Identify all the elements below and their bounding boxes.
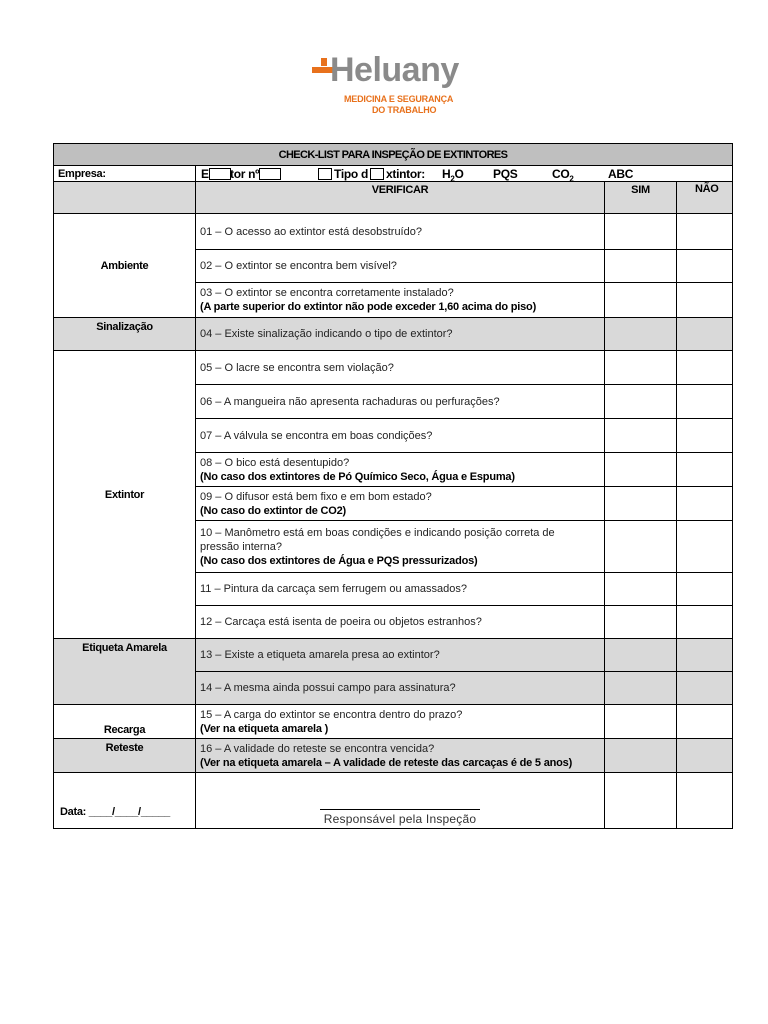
sim-cell-15[interactable] [605,705,677,739]
category-recarga: Recarga [54,705,196,739]
category-ambiente: Ambiente [54,214,196,318]
question-01: 01 – O acesso ao extintor está desobstruído? [196,214,605,250]
sim-cell-02[interactable] [605,250,677,283]
question-14: 14 – A mesma ainda possui campo para assinatura? [196,672,605,705]
nao-cell-16[interactable] [677,739,733,773]
category-extintor: Extintor [54,351,196,639]
tipo-checkbox-2[interactable] [370,168,384,180]
question-10 [196,521,605,573]
nao-header: NÃO [677,182,733,214]
category-sinalizacao: Sinalização [54,318,196,351]
checklist-title: CHECK-LIST PARA INSPEÇÃO DE EXTINTORES [54,144,733,166]
sim-cell-12[interactable] [605,606,677,639]
question-13: 13 – Existe a etiqueta amarela presa ao extintor? [196,639,605,672]
question-16-note: (Ver na etiqueta amarela – A validade de reteste das carcaças é de 5 anos) [200,756,573,769]
sim-cell-01[interactable] [605,214,677,250]
sim-cell-footer [605,773,677,829]
sim-cell-07[interactable] [605,419,677,453]
nao-cell-02[interactable] [677,250,733,283]
question-03-text: 03 – O extintor se encontra corretamente instalado? [200,287,454,299]
tipo-label-a: Tipo d [334,167,368,181]
nao-cell-05[interactable] [677,351,733,385]
extinguisher-info-row [196,166,733,182]
option-co2[interactable]: $CO_2$ [552,167,574,184]
question-15 [196,705,605,739]
logo-tagline-1: MEDICINA E SEGURANÇA [344,94,454,104]
sim-cell-13[interactable] [605,639,677,672]
header-blank-cell [54,182,196,214]
signature-cell [196,773,605,829]
nao-cell-10[interactable] [677,521,733,573]
nao-cell-09[interactable] [677,487,733,521]
company-logo [312,48,462,124]
extintor-number-box-1[interactable] [209,168,231,180]
question-08-text: 08 – O bico está desentupido? [200,456,350,469]
question-16 [196,739,605,773]
nao-cell-11[interactable] [677,573,733,606]
option-h2o[interactable]: $H_2O$ [442,167,464,184]
nao-cell-08[interactable] [677,453,733,487]
sim-cell-09[interactable] [605,487,677,521]
tipo-checkbox-1[interactable] [318,168,332,180]
empresa-label: Empresa: [54,166,196,182]
question-11: 11 – Pintura da carcaça sem ferrugem ou amassados? [196,573,605,606]
sim-cell-11[interactable] [605,573,677,606]
nao-cell-03[interactable] [677,283,733,318]
question-08 [196,453,605,487]
inspection-date[interactable]: Data: ____/____/_____ [54,773,196,829]
sim-cell-03[interactable] [605,283,677,318]
signature-line[interactable] [320,809,480,810]
logo-tagline-2: DO TRABALHO [372,105,437,115]
sim-cell-16[interactable] [605,739,677,773]
extintor-number-label-a: E [201,167,209,181]
question-10-text: 10 – Manômetro está em boas condições e indicando posição correta de pressão interna? [200,526,555,553]
logo-wordmark: Heluany [330,51,459,89]
sim-cell-06[interactable] [605,385,677,419]
extintor-number-label-b: tor nº [230,167,260,181]
sim-cell-10[interactable] [605,521,677,573]
nao-cell-15[interactable] [677,705,733,739]
question-15-note: (Ver na etiqueta amarela ) [200,722,329,735]
question-10-note: (No caso dos extintores de Água e PQS pressurizados) [200,554,478,567]
question-09 [196,487,605,521]
question-12: 12 – Carcaça está isenta de poeira ou objetos estranhos? [196,606,605,639]
nao-cell-07[interactable] [677,419,733,453]
question-08-note: (No caso dos extintores de Pó Químico Seco, Água e Espuma) [200,470,515,483]
question-03-note: (A parte superior do extintor não pode exceder 1,60 acima do piso) [200,301,537,313]
question-02: 02 – O extintor se encontra bem visível? [196,250,605,283]
nao-cell-04[interactable] [677,318,733,351]
question-07: 07 – A válvula se encontra em boas condições? [196,419,605,453]
option-pqs[interactable]: PQS [493,167,518,181]
responsavel-label: Responsável pela Inspeção [323,812,477,826]
question-06: 06 – A mangueira não apresenta rachaduras ou perfurações? [196,385,605,419]
question-04: 04 – Existe sinalização indicando o tipo de extintor? [196,318,605,351]
question-03 [196,283,605,318]
question-05: 05 – O lacre se encontra sem violação? [196,351,605,385]
sim-cell-14[interactable] [605,672,677,705]
inspection-checklist-table [53,143,733,829]
option-abc[interactable]: ABC [608,167,634,181]
sim-cell-05[interactable] [605,351,677,385]
sim-cell-08[interactable] [605,453,677,487]
question-15-text: 15 – A carga do extintor se encontra dentro do prazo? [200,708,463,721]
sim-cell-04[interactable] [605,318,677,351]
category-etiqueta-amarela: Etiqueta Amarela [54,639,196,705]
extintor-number-field[interactable] [259,168,281,180]
question-16-text: 16 – A validade do reteste se encontra vencida? [200,742,435,755]
nao-cell-14[interactable] [677,672,733,705]
category-reteste: Reteste [54,739,196,773]
nao-cell-12[interactable] [677,606,733,639]
tipo-label-b: xtintor: [386,167,425,181]
question-09-note: (No caso do extintor de CO2) [200,504,346,517]
nao-cell-footer [677,773,733,829]
question-09-text: 09 – O difusor está bem fixo e em bom estado? [200,490,432,503]
sim-header: SIM [605,182,677,214]
nao-cell-13[interactable] [677,639,733,672]
nao-cell-01[interactable] [677,214,733,250]
nao-cell-06[interactable] [677,385,733,419]
verificar-header: VERIFICAR [196,182,605,214]
